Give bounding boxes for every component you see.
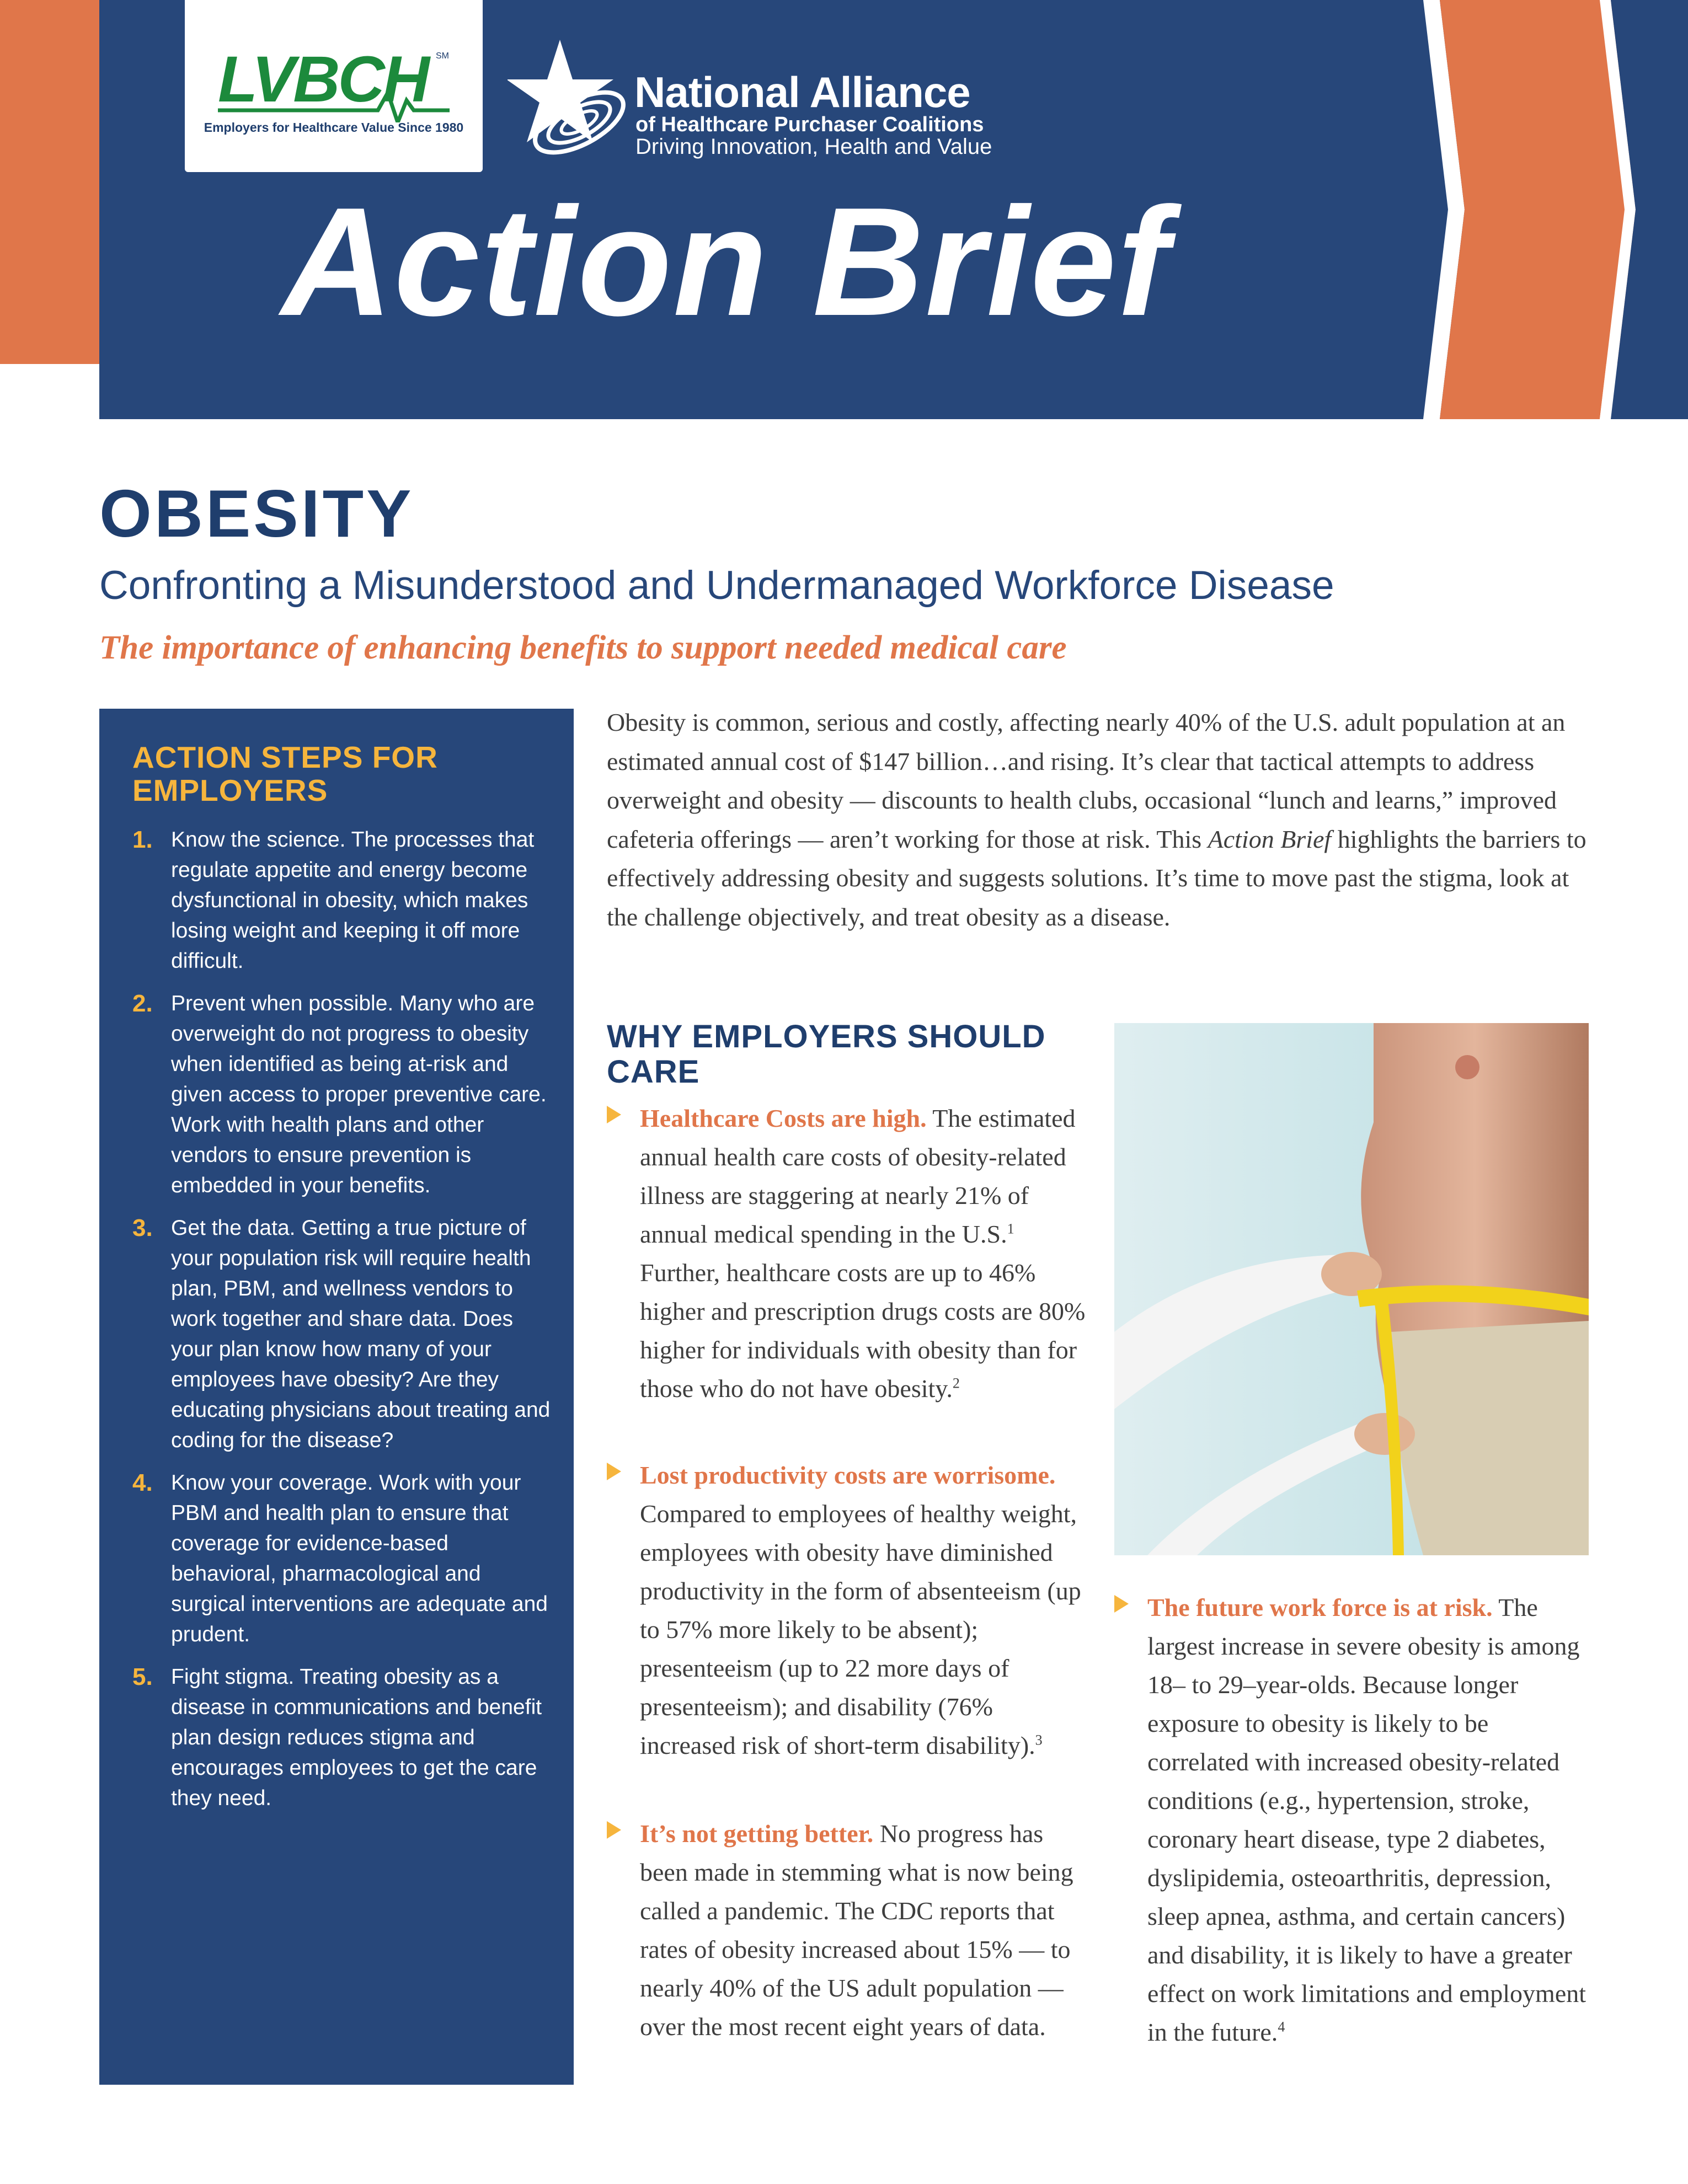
bullet-text: Compared to employees of healthy weight, employees with obesity have diminished productivity in the form of absenteeism (up to 57% more likely to be absent); presenteeism (up to 22 more days of presenteeism); and disability (76% increased risk of short-term disability). bbox=[640, 1500, 1081, 1759]
step-text: Get the data. Getting a true picture of your population risk will require health plan, PBM, and wellness vendors to work together and share data. Does your plan know how many of your employees have obesity? Are they educating physicians about treating and coding for the disease? bbox=[171, 1216, 551, 1452]
bullet-healthcare-costs bbox=[607, 1099, 1087, 1408]
intro-text: Obesity is common, serious and costly, affecting nearly 40% of the U.S. adult population at an estimated annual cost of $147 billion…and rising. It’s clear that tactical attempts to address overweight and obesity — discounts to health clubs, occasional “lunch and learns,” improved cafeteria offerings — aren’t working for those at risk. This bbox=[607, 708, 1566, 853]
bullet-arrow-icon bbox=[607, 1106, 621, 1123]
measuring-tape-waist-photo bbox=[1114, 1023, 1589, 1555]
intro-text: highlights the barriers to effectively addressing obesity and suggests solutions. It’s time to move past the stigma, look at the challenge objectively, and treat obesity as a disease. bbox=[607, 825, 1586, 931]
lvbch-wordmark-logo bbox=[212, 40, 455, 122]
footnote-ref: 2 bbox=[952, 1375, 960, 1391]
bullet-text: Further, healthcare costs are up to 46% higher and prescription drugs costs are 80% higher for individuals with obesity than for those who do not have obesity. bbox=[640, 1259, 1086, 1403]
bullet-body bbox=[640, 1099, 1087, 1408]
document-tagline: The importance of enhancing benefits to support needed medical care bbox=[99, 629, 1067, 666]
bullet-arrow-icon bbox=[607, 1821, 621, 1839]
document-subtitle: Confronting a Misunderstood and Undermanaged Workforce Disease bbox=[99, 563, 1334, 608]
step-text: Know your coverage. Work with your PBM and health plan to ensure that coverage for evidence-based behavioral, pharmacological and surgical interventions are adequate and prudent. bbox=[171, 1471, 548, 1646]
svg-text:SM: SM bbox=[436, 51, 449, 61]
step-text: Know the science. The processes that regulate appetite and energy become dysfunctional in obesity, which makes losing weight and keeping it off more difficult. bbox=[171, 828, 535, 973]
bullet-body bbox=[640, 1814, 1087, 2046]
step-number: 3. bbox=[132, 1214, 153, 1241]
bullet-lead: Healthcare Costs are high. bbox=[640, 1104, 927, 1132]
action-step bbox=[132, 1662, 557, 1813]
photo-illustration bbox=[1114, 1023, 1589, 1555]
national-alliance-logo bbox=[508, 40, 1059, 167]
lvbch-logo bbox=[185, 0, 483, 172]
action-steps-list bbox=[132, 825, 557, 1826]
document-title: OBESITY bbox=[99, 476, 414, 551]
action-step bbox=[132, 988, 557, 1201]
bullet-lead: The future work force is at risk. bbox=[1147, 1593, 1493, 1621]
action-steps-sidebar bbox=[99, 709, 574, 2085]
national-alliance-tagline: Driving Innovation, Health and Value bbox=[635, 135, 992, 159]
step-number: 4. bbox=[132, 1469, 153, 1496]
footnote-ref: 3 bbox=[1035, 1732, 1043, 1748]
step-number: 5. bbox=[132, 1663, 153, 1690]
bullet-text: No progress has been made in stemming what is now being called a pandemic. The CDC reports that rates of obesity increased about 15% — to nearly 40% of the US adult population — over the most recent eight years of data. bbox=[640, 1819, 1073, 2041]
bullet-not-getting-better bbox=[607, 1814, 1087, 2046]
bullet-body bbox=[1147, 1588, 1594, 2052]
footnote-ref: 4 bbox=[1278, 2019, 1285, 2035]
bullet-arrow-icon bbox=[607, 1463, 621, 1480]
step-text: Fight stigma. Treating obesity as a disease in communications and benefit plan design reduces stigma and encourages employees to get the care they need. bbox=[171, 1665, 542, 1810]
bullet-text: The largest increase in severe obesity is among 18– to 29–year-olds. Because longer exposure to obesity is likely to be correlated with increased obesity-related conditions (e.g., hypertension, stroke, coronary heart disease, type 2 diabetes, dyslipidemia, osteoarthritis, depression, sleep apnea, asthma, and certain cancers) and disability, it is likely to have a greater effect on work limitations and employment in the future. bbox=[1147, 1593, 1586, 2046]
bullet-arrow-icon bbox=[1114, 1595, 1129, 1613]
action-steps-heading: ACTION STEPS FOR EMPLOYERS bbox=[132, 740, 438, 807]
intro-emphasis: Action Brief bbox=[1208, 825, 1332, 853]
action-step bbox=[132, 1468, 557, 1650]
lvbch-tagline: Employers for Healthcare Value Since 1980 bbox=[204, 120, 464, 135]
step-text: Prevent when possible. Many who are overweight do not progress to obesity when identified as being at-risk and given access to proper preventive care. Work with health plans and other vendors to ensure prevention is embedded in your benefits. bbox=[171, 992, 547, 1197]
bullet-body bbox=[640, 1456, 1087, 1765]
bullet-future-workforce bbox=[1114, 1588, 1594, 2052]
step-number: 1. bbox=[132, 826, 153, 853]
intro-paragraph bbox=[607, 703, 1594, 936]
bullet-lead: It’s not getting better. bbox=[640, 1819, 874, 1848]
action-step bbox=[132, 825, 557, 976]
why-employers-heading: WHY EMPLOYERS SHOULD CARE bbox=[607, 1019, 1046, 1090]
national-alliance-title: National Alliance bbox=[634, 68, 970, 116]
banner-title: Action Brief bbox=[281, 176, 1170, 348]
bullet-text: The estimated annual health care costs of obesity-related illness are staggering at nearly 21% of annual medical spending in the U.S. bbox=[640, 1104, 1076, 1248]
star-icon bbox=[508, 40, 629, 161]
bullet-lost-productivity bbox=[607, 1456, 1087, 1765]
footnote-ref: 1 bbox=[1007, 1221, 1014, 1237]
svg-text:LVBCH: LVBCH bbox=[218, 43, 428, 116]
bullet-lead: Lost productivity costs are worrisome. bbox=[640, 1461, 1056, 1489]
action-step bbox=[132, 1213, 557, 1455]
step-number: 2. bbox=[132, 990, 153, 1017]
national-alliance-subtitle: of Healthcare Purchaser Coalitions bbox=[635, 113, 984, 136]
